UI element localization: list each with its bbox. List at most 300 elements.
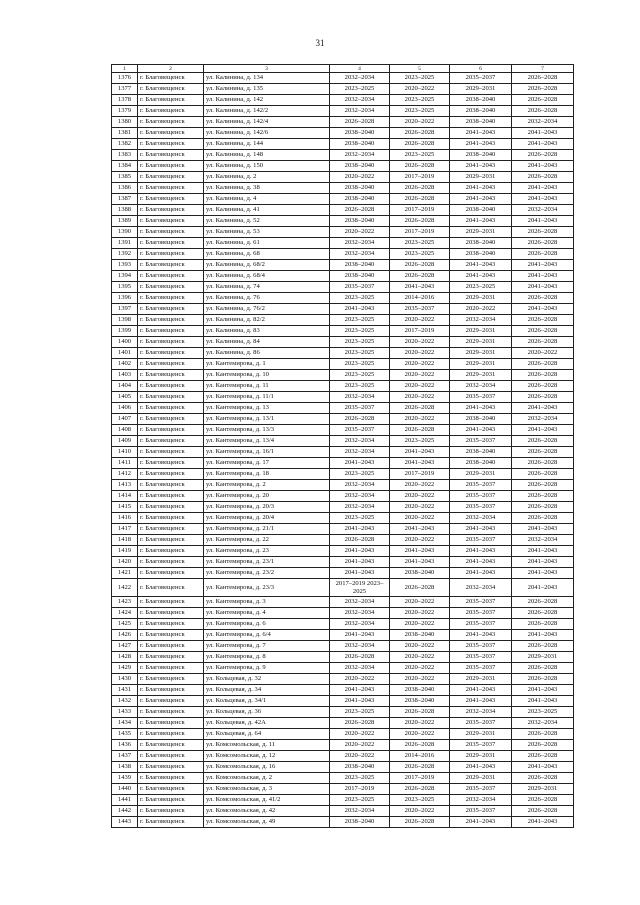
row-number: 1377: [112, 84, 138, 95]
period-cell: 2026–2028: [512, 436, 574, 447]
row-number: 1379: [112, 106, 138, 117]
column-number: 4: [330, 65, 390, 73]
period-cell: 2035–2037: [450, 806, 512, 817]
table-header-row: [112, 65, 574, 73]
period-cell: 2029–2031: [450, 729, 512, 740]
city-cell: г. Благовещенск: [138, 729, 204, 740]
period-cell: 2041–2043: [512, 557, 574, 568]
period-cell: 2026–2028: [512, 795, 574, 806]
city-cell: г. Благовещенск: [138, 73, 204, 84]
table-row: [112, 524, 574, 535]
city-cell: г. Благовещенск: [138, 608, 204, 619]
period-cell: 2032–2034: [330, 480, 390, 491]
city-cell: г. Благовещенск: [138, 326, 204, 337]
period-cell: 2035–2037: [450, 641, 512, 652]
address-cell: ул. Кольцевая, д. 36: [204, 707, 330, 718]
row-number: 1425: [112, 619, 138, 630]
period-cell: 2038–2040: [450, 414, 512, 425]
period-cell: 2026–2028: [390, 161, 450, 172]
table-row: [112, 795, 574, 806]
period-cell: 2020–2022: [390, 652, 450, 663]
address-cell: ул. Кантемирова, д. 6/4: [204, 630, 330, 641]
period-cell: 2020–2022: [390, 359, 450, 370]
period-cell: 2038–2040: [330, 161, 390, 172]
period-cell: 2035–2037: [450, 718, 512, 729]
period-cell: 2032–2034: [330, 238, 390, 249]
period-cell: 2041–2043: [512, 271, 574, 282]
period-cell: 2041–2043: [450, 271, 512, 282]
period-cell: 2041–2043: [450, 216, 512, 227]
period-cell: 2029–2031: [450, 370, 512, 381]
table-body: [112, 65, 574, 828]
period-cell: 2038–2040: [390, 696, 450, 707]
period-cell: 2020–2022: [330, 674, 390, 685]
city-cell: г. Благовещенск: [138, 139, 204, 150]
row-number: 1431: [112, 685, 138, 696]
city-cell: г. Благовещенск: [138, 436, 204, 447]
address-cell: ул. Калинина, д. 84: [204, 337, 330, 348]
row-number: 1392: [112, 249, 138, 260]
address-cell: ул. Калинина, д. 74: [204, 282, 330, 293]
row-number: 1408: [112, 425, 138, 436]
table-row: [112, 579, 574, 597]
period-cell: 2029–2031: [450, 337, 512, 348]
table-row: [112, 502, 574, 513]
row-number: 1378: [112, 95, 138, 106]
period-cell: 2026–2028: [390, 579, 450, 597]
city-cell: г. Благовещенск: [138, 751, 204, 762]
city-cell: г. Благовещенск: [138, 557, 204, 568]
row-number: 1419: [112, 546, 138, 557]
row-number: 1438: [112, 762, 138, 773]
city-cell: г. Благовещенск: [138, 784, 204, 795]
address-cell: ул. Калинина, д. 38: [204, 183, 330, 194]
table-row: [112, 315, 574, 326]
period-cell: 2026–2028: [390, 271, 450, 282]
address-cell: ул. Кантемирова, д. 22: [204, 535, 330, 546]
period-cell: 2020–2022: [390, 337, 450, 348]
table-row: [112, 718, 574, 729]
period-cell: 2026–2028: [390, 139, 450, 150]
period-cell: 2026–2028: [512, 458, 574, 469]
period-cell: 2032–2034: [450, 513, 512, 524]
table-row: [112, 249, 574, 260]
address-cell: ул. Калинина, д. 68: [204, 249, 330, 260]
city-cell: г. Благовещенск: [138, 359, 204, 370]
address-cell: ул. Кантемирова, д. 23/1: [204, 557, 330, 568]
period-cell: 2029–2031: [450, 326, 512, 337]
row-number: 1411: [112, 458, 138, 469]
period-cell: 2023–2025: [330, 348, 390, 359]
period-cell: 2038–2040: [450, 117, 512, 128]
column-number: 6: [450, 65, 512, 73]
row-number: 1407: [112, 414, 138, 425]
period-cell: 2020–2022: [390, 513, 450, 524]
period-cell: 2026–2028: [512, 480, 574, 491]
period-cell: 2029–2031: [450, 674, 512, 685]
table-row: [112, 447, 574, 458]
table-row: [112, 106, 574, 117]
row-number: 1428: [112, 652, 138, 663]
period-cell: 2026–2028: [512, 674, 574, 685]
city-cell: г. Благовещенск: [138, 630, 204, 641]
period-cell: 2020–2022: [390, 729, 450, 740]
row-number: 1388: [112, 205, 138, 216]
period-cell: 2017–2019: [390, 172, 450, 183]
row-number: 1427: [112, 641, 138, 652]
city-cell: г. Благовещенск: [138, 238, 204, 249]
city-cell: г. Благовещенск: [138, 205, 204, 216]
table-row: [112, 183, 574, 194]
period-cell: 2026–2028: [330, 718, 390, 729]
period-cell: 2023–2025: [330, 469, 390, 480]
table-row: [112, 773, 574, 784]
period-cell: 2020–2022: [390, 414, 450, 425]
city-cell: г. Благовещенск: [138, 535, 204, 546]
period-cell: 2020–2022: [390, 663, 450, 674]
table-row: [112, 425, 574, 436]
period-cell: 2038–2040: [390, 568, 450, 579]
table-row: [112, 619, 574, 630]
row-number: 1409: [112, 436, 138, 447]
row-number: 1443: [112, 817, 138, 828]
table-row: [112, 557, 574, 568]
period-cell: 2041–2043: [450, 685, 512, 696]
period-cell: 2023–2025: [390, 238, 450, 249]
period-cell: 2038–2040: [450, 106, 512, 117]
table-row: [112, 150, 574, 161]
period-cell: 2026–2028: [512, 469, 574, 480]
period-cell: 2032–2034: [330, 436, 390, 447]
table-row: [112, 707, 574, 718]
period-cell: 2041–2043: [330, 568, 390, 579]
period-cell: 2020–2022: [390, 117, 450, 128]
period-cell: 2032–2034: [330, 73, 390, 84]
table-row: [112, 359, 574, 370]
address-cell: ул. Кантемирова, д. 6: [204, 619, 330, 630]
period-cell: 2026–2028: [512, 172, 574, 183]
period-cell: 2032–2034: [450, 381, 512, 392]
period-cell: 2041–2043: [450, 425, 512, 436]
period-cell: 2041–2043: [512, 403, 574, 414]
row-number: 1417: [112, 524, 138, 535]
period-cell: 2017–2019 2023–2025: [330, 579, 390, 597]
period-cell: 2032–2034: [330, 447, 390, 458]
row-number: 1422: [112, 579, 138, 597]
page-number: 31: [315, 38, 325, 48]
period-cell: 2041–2043: [390, 546, 450, 557]
row-number: 1442: [112, 806, 138, 817]
period-cell: 2041–2043: [512, 685, 574, 696]
period-cell: 2041–2043: [450, 403, 512, 414]
row-number: 1430: [112, 674, 138, 685]
city-cell: г. Благовещенск: [138, 403, 204, 414]
address-cell: ул. Комсомольская, д. 3: [204, 784, 330, 795]
period-cell: 2020–2022: [330, 729, 390, 740]
period-cell: 2032–2034: [330, 619, 390, 630]
period-cell: 2026–2028: [512, 73, 574, 84]
period-cell: 2035–2037: [450, 663, 512, 674]
period-cell: 2023–2025: [330, 315, 390, 326]
row-number: 1391: [112, 238, 138, 249]
city-cell: г. Благовещенск: [138, 546, 204, 557]
period-cell: 2032–2034: [512, 535, 574, 546]
row-number: 1399: [112, 326, 138, 337]
period-cell: 2026–2028: [512, 106, 574, 117]
city-cell: г. Благовещенск: [138, 293, 204, 304]
period-cell: 2029–2031: [450, 293, 512, 304]
period-cell: 2023–2025: [390, 106, 450, 117]
city-cell: г. Благовещенск: [138, 337, 204, 348]
row-number: 1426: [112, 630, 138, 641]
city-cell: г. Благовещенск: [138, 806, 204, 817]
period-cell: 2038–2040: [330, 762, 390, 773]
period-cell: 2035–2037: [450, 480, 512, 491]
city-cell: г. Благовещенск: [138, 597, 204, 608]
period-cell: 2026–2028: [330, 205, 390, 216]
period-cell: 2041–2043: [512, 696, 574, 707]
period-cell: 2041–2043: [512, 161, 574, 172]
address-cell: ул. Кантемирова, д. 11/1: [204, 392, 330, 403]
address-cell: ул. Кантемирова, д. 13/4: [204, 436, 330, 447]
city-cell: г. Благовещенск: [138, 95, 204, 106]
city-cell: г. Благовещенск: [138, 491, 204, 502]
period-cell: 2035–2037: [450, 502, 512, 513]
column-number: 1: [112, 65, 138, 73]
period-cell: 2026–2028: [512, 751, 574, 762]
table-row: [112, 216, 574, 227]
period-cell: 2026–2028: [390, 403, 450, 414]
period-cell: 2026–2028: [512, 381, 574, 392]
address-cell: ул. Кольцевая, д. 64: [204, 729, 330, 740]
city-cell: г. Благовещенск: [138, 392, 204, 403]
period-cell: 2041–2043: [390, 447, 450, 458]
period-cell: 2023–2025: [330, 359, 390, 370]
row-number: 1435: [112, 729, 138, 740]
period-cell: 2041–2043: [512, 579, 574, 597]
table-row: [112, 608, 574, 619]
period-cell: 2038–2040: [450, 238, 512, 249]
city-cell: г. Благовещенск: [138, 249, 204, 260]
row-number: 1382: [112, 139, 138, 150]
city-cell: г. Благовещенск: [138, 513, 204, 524]
city-cell: г. Благовещенск: [138, 183, 204, 194]
period-cell: 2032–2034: [512, 414, 574, 425]
period-cell: 2017–2019: [390, 227, 450, 238]
period-cell: 2041–2043: [450, 128, 512, 139]
city-cell: г. Благовещенск: [138, 447, 204, 458]
city-cell: г. Благовещенск: [138, 216, 204, 227]
period-cell: 2041–2043: [330, 685, 390, 696]
period-cell: 2023–2025: [390, 95, 450, 106]
period-cell: 2041–2043: [450, 546, 512, 557]
address-cell: ул. Кантемирова, д. 23/3: [204, 579, 330, 597]
address-cell: ул. Кантемирова, д. 17: [204, 458, 330, 469]
table-row: [112, 392, 574, 403]
address-cell: ул. Калинина, д. 68/4: [204, 271, 330, 282]
city-cell: г. Благовещенск: [138, 260, 204, 271]
table-row: [112, 762, 574, 773]
period-cell: 2023–2025: [330, 370, 390, 381]
period-cell: 2020–2022: [330, 740, 390, 751]
period-cell: 2026–2028: [512, 84, 574, 95]
period-cell: 2041–2043: [330, 546, 390, 557]
row-number: 1440: [112, 784, 138, 795]
address-cell: ул. Калинина, д. 83: [204, 326, 330, 337]
period-cell: 2020–2022: [390, 597, 450, 608]
period-cell: 2041–2043: [512, 183, 574, 194]
period-cell: 2026–2028: [512, 359, 574, 370]
table-row: [112, 117, 574, 128]
city-cell: г. Благовещенск: [138, 619, 204, 630]
address-cell: ул. Кантемирова, д. 13/1: [204, 414, 330, 425]
row-number: 1390: [112, 227, 138, 238]
period-cell: 2041–2043: [330, 696, 390, 707]
row-number: 1380: [112, 117, 138, 128]
city-cell: г. Благовещенск: [138, 740, 204, 751]
period-cell: 2041–2043: [512, 304, 574, 315]
city-cell: г. Благовещенск: [138, 674, 204, 685]
period-cell: 2035–2037: [450, 652, 512, 663]
address-cell: ул. Комсомольская, д. 41/2: [204, 795, 330, 806]
row-number: 1434: [112, 718, 138, 729]
period-cell: 2035–2037: [450, 392, 512, 403]
period-cell: 2041–2043: [512, 817, 574, 828]
city-cell: г. Благовещенск: [138, 502, 204, 513]
address-cell: ул. Калинина, д. 144: [204, 139, 330, 150]
row-number: 1406: [112, 403, 138, 414]
period-cell: 2023–2025: [330, 337, 390, 348]
city-cell: г. Благовещенск: [138, 480, 204, 491]
period-cell: 2026–2028: [512, 392, 574, 403]
address-cell: ул. Калинина, д. 2: [204, 172, 330, 183]
city-cell: г. Благовещенск: [138, 172, 204, 183]
address-cell: ул. Калинина, д. 52: [204, 216, 330, 227]
period-cell: 2032–2034: [450, 707, 512, 718]
table-row: [112, 806, 574, 817]
table-row: [112, 293, 574, 304]
period-cell: 2020–2022: [390, 806, 450, 817]
period-cell: 2041–2043: [390, 524, 450, 535]
city-cell: г. Благовещенск: [138, 795, 204, 806]
period-cell: 2017–2019: [390, 326, 450, 337]
period-cell: 2041–2043: [450, 762, 512, 773]
address-cell: ул. Кантемирова, д. 16/1: [204, 447, 330, 458]
address-cell: ул. Кантемирова, д. 11: [204, 381, 330, 392]
table-row: [112, 674, 574, 685]
period-cell: 2026–2028: [390, 260, 450, 271]
period-cell: 2041–2043: [512, 546, 574, 557]
period-cell: 2038–2040: [330, 194, 390, 205]
city-cell: г. Благовещенск: [138, 707, 204, 718]
period-cell: 2020–2022: [390, 502, 450, 513]
address-cell: ул. Комсомольская, д. 11: [204, 740, 330, 751]
period-cell: 2035–2037: [330, 403, 390, 414]
table-row: [112, 535, 574, 546]
city-cell: г. Благовещенск: [138, 348, 204, 359]
period-cell: 2026–2028: [512, 447, 574, 458]
table-row: [112, 172, 574, 183]
table-row: [112, 491, 574, 502]
row-number: 1416: [112, 513, 138, 524]
city-cell: г. Благовещенск: [138, 568, 204, 579]
address-cell: ул. Калинина, д. 135: [204, 84, 330, 95]
row-number: 1424: [112, 608, 138, 619]
row-number: 1387: [112, 194, 138, 205]
period-cell: 2017–2019: [390, 469, 450, 480]
address-cell: ул. Комсомольская, д. 2: [204, 773, 330, 784]
period-cell: 2026–2028: [512, 502, 574, 513]
city-cell: г. Благовещенск: [138, 194, 204, 205]
table-row: [112, 414, 574, 425]
period-cell: 2041–2043: [450, 139, 512, 150]
address-cell: ул. Кантемирова, д. 20: [204, 491, 330, 502]
period-cell: 2038–2040: [330, 271, 390, 282]
period-cell: 2041–2043: [330, 630, 390, 641]
period-cell: 2038–2040: [450, 95, 512, 106]
table-row: [112, 403, 574, 414]
row-number: 1403: [112, 370, 138, 381]
address-cell: ул. Кантемирова, д. 23: [204, 546, 330, 557]
period-cell: 2035–2037: [450, 740, 512, 751]
city-cell: г. Благовещенск: [138, 370, 204, 381]
period-cell: 2032–2034: [450, 579, 512, 597]
period-cell: 2020–2022: [390, 718, 450, 729]
address-cell: ул. Калинина, д. 41: [204, 205, 330, 216]
period-cell: 2023–2025: [330, 293, 390, 304]
period-cell: 2041–2043: [390, 557, 450, 568]
city-cell: г. Благовещенск: [138, 271, 204, 282]
period-cell: 2041–2043: [512, 630, 574, 641]
row-number: 1436: [112, 740, 138, 751]
table-row: [112, 641, 574, 652]
period-cell: 2023–2025: [450, 282, 512, 293]
row-number: 1386: [112, 183, 138, 194]
address-cell: ул. Калинина, д. 4: [204, 194, 330, 205]
period-cell: 2038–2040: [330, 260, 390, 271]
period-cell: 2029–2031: [450, 227, 512, 238]
period-cell: 2020–2022: [330, 172, 390, 183]
city-cell: г. Благовещенск: [138, 469, 204, 480]
period-cell: 2026–2028: [330, 117, 390, 128]
period-cell: 2026–2028: [512, 597, 574, 608]
address-cell: ул. Кантемирова, д. 23/2: [204, 568, 330, 579]
period-cell: 2023–2025: [330, 795, 390, 806]
period-cell: 2026–2028: [512, 513, 574, 524]
period-cell: 2026–2028: [512, 806, 574, 817]
period-cell: 2032–2034: [512, 718, 574, 729]
period-cell: 2020–2022: [390, 381, 450, 392]
period-cell: 2035–2037: [330, 425, 390, 436]
address-cell: ул. Калинина, д. 76: [204, 293, 330, 304]
period-cell: 2020–2022: [330, 751, 390, 762]
row-number: 1418: [112, 535, 138, 546]
table-row: [112, 205, 574, 216]
row-number: 1437: [112, 751, 138, 762]
period-cell: 2020–2022: [390, 84, 450, 95]
address-cell: ул. Кантемирова, д. 4: [204, 608, 330, 619]
period-cell: 2026–2028: [512, 773, 574, 784]
address-cell: ул. Калинина, д. 148: [204, 150, 330, 161]
address-cell: ул. Калинина, д. 53: [204, 227, 330, 238]
row-number: 1385: [112, 172, 138, 183]
city-cell: г. Благовещенск: [138, 817, 204, 828]
period-cell: 2026–2028: [390, 183, 450, 194]
period-cell: 2023–2025: [330, 381, 390, 392]
row-number: 1395: [112, 282, 138, 293]
period-cell: 2038–2040: [450, 150, 512, 161]
table-row: [112, 685, 574, 696]
